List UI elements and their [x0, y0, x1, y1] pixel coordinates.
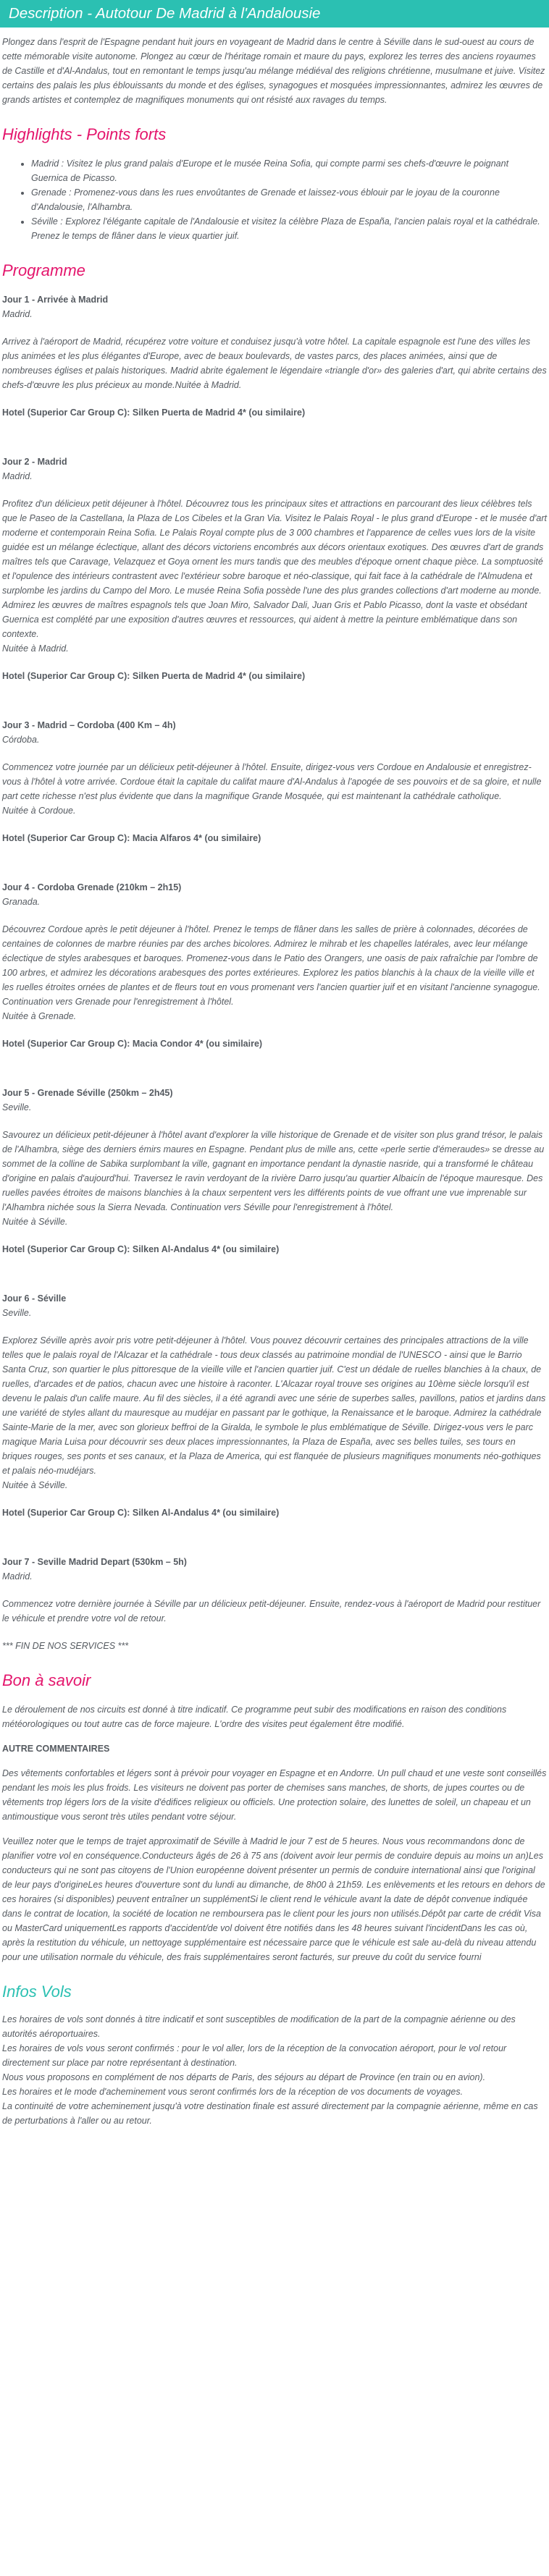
day-hotel: Hotel (Superior Car Group C): Macia Alfaros 4* (ou similaire): [2, 833, 261, 843]
day-place: Madrid.: [2, 471, 33, 481]
day-place: Granada.: [2, 897, 41, 907]
day-place: Seville.: [2, 1308, 32, 1318]
bon-a-savoir-intro: Le déroulement de nos circuits est donné à titre indicatif. Ce programme peut subir des modifications en raison des conditions météorologiques ou tout autre cas de force majeure. L'ordre des visites peut également être modifié.: [2, 1705, 507, 1729]
highlights-list: [2, 156, 547, 243]
banner-title: Description - Autotour De Madrid à l'Andalousie: [9, 5, 321, 22]
highlight-item: • Séville : Explorez l'élégante capitale de l'Andalousie et visitez la célèbre Plaza de España, l'ancien palais royal et la cathédrale. Prenez le temps de flâner dans le vieux quartier juif.: [31, 214, 547, 243]
infos-vols-title: Infos Vols: [2, 1982, 72, 2001]
end-of-services: *** FIN DE NOS SERVICES ***: [2, 1641, 129, 1651]
highlight-item: • Grenade : Promenez-vous dans les rues envoûtantes de Grenade et laissez-vous éblouir par le joyau de la couronne d'Andalousie, l'Alhambra.: [31, 185, 547, 214]
day-night: Nuitée à Séville.: [2, 1480, 68, 1490]
comments-paragraph: Veuillez noter que le temps de trajet approximatif de Séville à Madrid le jour 7 est de 5 heures. Nous vous recommandons donc de planifier votre vol en conséquence.Conducteurs âgés de 26 à 75 ans (doivent avoir leur permis de conduire depuis au moins un an)Les conducteurs qui ne sont pas citoyens de l'Union européenne doivent présenter un permis de conduire international ainsi que l'original de leur pays d'origineLes heures d'ouverture sont du lundi au dimanche, de 8h00 à 21h59. Les enlèvements et les retours en dehors de ces horaires (si disponibles) peuvent entraîner un supplémentSi le client rend le véhicule avant la date de dépôt convenue indiquée dans le contrat de location, la société de location ne remboursera pas le client pour les jours non utilisés.Dépôt par carte de crédit Visa ou MasterCard uniquementLes rapports d'accident/de vol doivent être notifiés dans les 48 heures suivant l'incidentDans les cas où, après la restitution du véhicule, un nettoyage supplémentaire est nécessaire parce que le véhicule est sale au-delà du niveau attendu pour une utilisation normale du véhicule, des frais supplémentaires seront facturés, sur preuve du coût du service fourni: [2, 1836, 545, 1962]
day-place: Córdoba.: [2, 735, 40, 745]
day-place: Madrid.: [2, 309, 33, 319]
highlights-title: Highlights - Points forts: [2, 125, 167, 143]
day-night: Nuitée à Grenade.: [2, 1011, 77, 1021]
day-night: Nuitée à Cordoue.: [2, 806, 76, 816]
flight-info-line: Les horaires et le mode d'acheminement vous seront confirmés lors de la réception de vos documents de voyages.: [2, 2087, 464, 2097]
day-text: Arrivez à l'aéroport de Madrid, récupérez votre voiture et conduisez jusqu'à votre hôtel. La capitale espagnole est l'une des villes les plus animées et les plus élégantes d'Europe, avec de beaux boulevards, de vastes parcs, des places animées, ainsi que de nombreuses églises et palais historiques. Madrid abrite également le légendaire «triangle d'or» des galeries d'art, qui abrite certains des chefs-d'œuvre les plus précieux au monde.Nuitée à Madrid.: [2, 337, 547, 390]
flight-info-line: Nous vous proposons en complément de nos départs de Paris, des séjours au départ de Province (en train ou en avion).: [2, 2072, 486, 2082]
day-title: Jour 2 - Madrid: [2, 457, 67, 467]
day-title: Jour 4 - Cordoba Grenade (210km – 2h15): [2, 882, 182, 892]
day-text: Découvrez Cordoue après le petit déjeuner à l'hôtel. Prenez le temps de flâner dans les salles de prière à colonnades, décorées de centaines de colonnes de marbre réunies par des arches bicolores. Admirez le mihrab et les chapelles latérales, avec leur mélange éclectique de styles arabesques et baroques. Promenez-vous dans le Patio des Orangers, une oasis de paix rafraîchie par l'ombre de 100 arbres, et admirez les décorations arabesques des portes extérieures. Explorez les patios blanchis à la chaux de la vieille ville et les ruelles étroites ornées de plantes et de fleurs tout en vous promenant vers l'ancien quartier juif et en visitant l'ancienne synagogue. Continuation vers Grenade pour l'enregistrement à l'hôtel.: [2, 924, 540, 1007]
day-text: Explorez Séville après avoir pris votre petit-déjeuner à l'hôtel. Vous pouvez découvrir certaines des principales attractions de la ville telles que le palais royal de l'Alcazar et la cathédrale - tous deux classés au patrimoine mondial de l'UNESCO - ainsi que le Barrio Santa Cruz, son quartier le plus pittoresque de la vieille ville et l'ancien quartier juif. C'est un dédale de ruelles blanchies à la chaux, de ruelles, d'arcades et de patios, chacun avec une histoire à raconter. L'Alcazar royal trouve ses origines au 10ème siècle lorsqu'il est devenu le palais d'un calife maure. Au fil des siècles, il a été agrandi avec une série de superbes salles, pavillons, patios et jardins dans une variété de styles allant du mauresque au mudéjar en passant par le gothique, la Renaissance et le baroque. Admirez la cathédrale Sainte-Marie de la mer, avec son glorieux beffroi de la Giralda, le symbole le plus emblématique de Séville. Dirigez-vous vers le parc magique Maria Luisa pour découvrir ses deux places impressionnantes, la Plaza de España, avec ses belles tuiles, ses tours en briques rouges, ses ponts et ses canaux, et la Plaza de America, qui est flanquée de plusieurs magnifiques monuments néo-gothiques et palais néo-mudéjars.: [2, 1335, 546, 1476]
bon-a-savoir-title: Bon à savoir: [2, 1671, 91, 1689]
programme-title: Programme: [2, 261, 85, 279]
day-title: Jour 3 - Madrid – Cordoba (400 Km – 4h): [2, 720, 176, 730]
other-comments-title: AUTRE COMMENTAIRES: [2, 1744, 110, 1754]
day-night: Nuitée à Séville.: [2, 1217, 68, 1227]
day-5: [2, 1086, 547, 1257]
day-title: Jour 6 - Séville: [2, 1293, 67, 1304]
day-hotel: Hotel (Superior Car Group C): Silken Al-Andalus 4* (ou similaire): [2, 1244, 280, 1254]
flight-info-line: Les horaires de vols sont donnés à titre indicatif et sont susceptibles de modification de la part de la compagnie aérienne ou des autorités aéroportuaires.: [2, 2014, 516, 2039]
day-place: Madrid.: [2, 1571, 33, 1582]
comments-paragraph: Des vêtements confortables et légers sont à prévoir pour voyager en Espagne et en Andorre. Un pull chaud et une veste sont conseillés pendant les mois les plus froids. Les visiteurs ne doivent pas porter de chemises sans manches, de shorts, de jupes courtes ou de vêtements trop légers lors de la visite d'édifices religieux ou officiels. Une protection solaire, des lunettes de soleil, un chapeau et un antimoustique vous seront très utiles pendant votre séjour.: [2, 1768, 547, 1822]
description-banner: [0, 0, 549, 28]
day-1: [2, 292, 547, 420]
day-text: Savourez un délicieux petit-déjeuner à l'hôtel avant d'explorer la ville historique de Grenade et de visiter son plus grand trésor, le palais de l'Alhambra, siège des derniers émirs maures en Espagne. Pendant plus de mille ans, cette «perle sertie d'émeraudes» se dresse au sommet de la colline de Sabika surplombant la ville, gagnant en importance pendant la dynastie nasride, qui a transformé le château d'origine en palais d'aujourd'hui. Traversez le ravin verdoyant de la rivière Darro jusqu'au quartier Albaicín de l'époque mauresque. Des ruelles pavées étroites de maisons blanchies à la chaux serpentent vers les différents points de vue offrant une vue imprenable sur l'Alhambra nichée sous la Sierra Nevada. Continuation vers Séville pour l'enregistrement à l'hôtel.: [2, 1130, 545, 1212]
flight-info-line: Les horaires de vols vous seront confirmés : pour le vol aller, lors de la réception de la convocation aéroport, pour le vol retour directement sur place par notre représentant à destination.: [2, 2043, 507, 2068]
day-7: [2, 1555, 547, 1626]
day-night: Nuitée à Madrid.: [2, 643, 69, 654]
day-title: Jour 1 - Arrivée à Madrid: [2, 295, 109, 305]
day-text: Commencez votre dernière journée à Séville par un délicieux petit-déjeuner. Ensuite, rendez-vous à l'aéroport de Madrid pour restituer le véhicule et prendre votre vol de retour.: [2, 1599, 541, 1623]
day-2: [2, 455, 547, 683]
day-text: Profitez d'un délicieux petit déjeuner à l'hôtel. Découvrez tous les principaux sites et attractions en parcourant des lieux célèbres tels que le Paseo de la Castellana, la Plaza de Los Cibeles et la Gran Via. Visitez le Palais Royal - le plus grand d'Europe - et le musée d'art moderne et contemporain Reina Sofia. Le Palais Royal compte plus de 3 000 chambres et l'apparence de celles vues lors de la visite guidée est un mélange éclectique, allant des décors victoriens encombrés aux décors orientaux exotiques. Des œuvres d'art de grands maîtres tels que Caravage, Velazquez et Goya ornent les murs tandis que des meubles d'époque ornent chaque pièce. La somptuosité et l'opulence des intérieurs contrastent avec l'extérieur sobre baroque et néo-classique, qui fait face à la cathédrale de l'Almudena et surplombe les jardins du Campo del Moro. Le musée Reina Sofia possède l'une des plus grandes collections d'art moderne au monde. Admirez les œuvres de maîtres espagnols tels que Joan Miro, Salvador Dali, Juan Gris et Pablo Picasso, dont la vaste et obsédant Guernica est complété par une exposition d'autres œuvres et ressources, qui aident à mettre la peinture emblématique dans son contexte.: [2, 499, 547, 639]
day-hotel: Hotel (Superior Car Group C): Silken Al-Andalus 4* (ou similaire): [2, 1508, 280, 1518]
highlight-item: • Madrid : Visitez le plus grand palais d'Europe et le musée Reina Sofia, qui compte parmi ses chefs-d'œuvre le poignant Guernica de Picasso.: [31, 156, 547, 185]
day-6: [2, 1291, 547, 1520]
intro-paragraph: Plongez dans l'esprit de l'Espagne pendant huit jours en voyageant de Madrid dans le centre à Séville dans le sud-ouest au cours de cette mémorable visite autonome. Plongez au cœur de l'héritage romain et maure du pays, explorez les terres des anciens royaumes de Castille et d'Al-Andalus, tout en remontant le temps jusqu'au mélange médiéval des religions chrétienne, musulmane et juive. Visitez certains des palais les plus éblouissants du monde et des églises, synagogues et mosquées impressionnantes, admirez les œuvres de grands artistes et contemplez de magnifiques monuments qui ont résisté aux ravages du temps.: [2, 37, 545, 105]
content: [0, 35, 549, 2128]
day-hotel: Hotel (Superior Car Group C): Silken Puerta de Madrid 4* (ou similaire): [2, 407, 306, 418]
day-title: Jour 5 - Grenade Séville (250km – 2h45): [2, 1088, 173, 1098]
day-hotel: Hotel (Superior Car Group C): Macia Condor 4* (ou similaire): [2, 1039, 263, 1049]
day-place: Seville.: [2, 1102, 32, 1112]
flight-info-line: La continuité de votre acheminement jusqu'à votre destination finale est assuré directement par la compagnie aérienne, même en cas de perturbations à l'aller ou au retour.: [2, 2101, 538, 2126]
day-3: [2, 718, 547, 845]
day-4: [2, 880, 547, 1051]
day-title: Jour 7 - Seville Madrid Depart (530km – 5h): [2, 1557, 187, 1567]
day-text: Commencez votre journée par un délicieux petit-déjeuner à l'hôtel. Ensuite, dirigez-vous vers Cordoue en Andalousie et enregistrez-vous à l'hôtel à votre arrivée. Cordoue était la capitale du califat maure d'Al-Andalus à l'apogée de ses pouvoirs et de sa gloire, et nulle part cette richesse n'est plus évidente que dans la magnifique Grande Mosquée, qui est maintenant la cathédrale catholique.: [2, 762, 542, 801]
day-hotel: Hotel (Superior Car Group C): Silken Puerta de Madrid 4* (ou similaire): [2, 671, 306, 681]
